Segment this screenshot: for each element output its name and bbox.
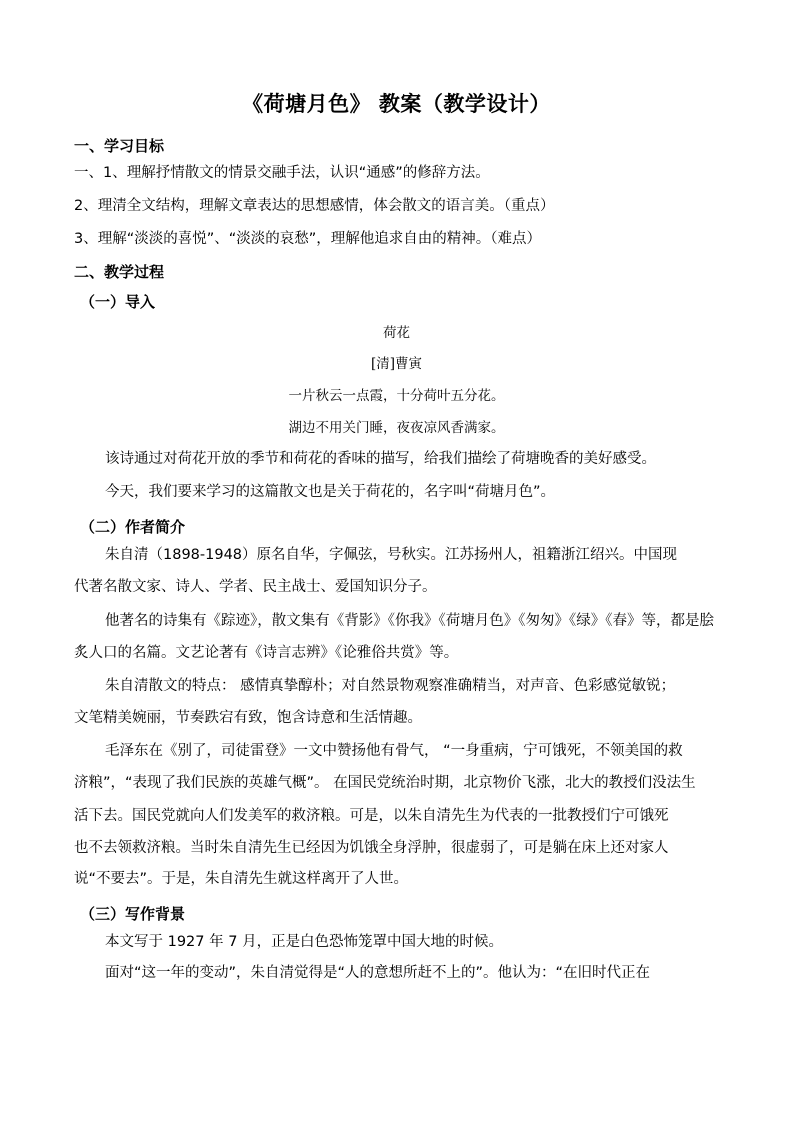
poem-title: 荷花 — [383, 325, 410, 341]
author-line-6: 文笔精美婉丽，节奏跌宕有致，饱含诗意和生活情趣。 — [74, 710, 422, 726]
author-line-10: 也不去领救济粮。当时朱自清先生已经因为饥饿全身浮肿，很虚弱了，可是躺在床上还对家人 — [74, 840, 669, 856]
poem-author: [清]曹寅 — [370, 356, 423, 372]
author-line-2: 代著名散文家、诗人、学者、民主战士、爱国知识分子。 — [74, 579, 437, 595]
section-heading-goals: 一、学习目标 — [74, 137, 165, 155]
subsection-heading-intro: （一）导入 — [80, 293, 156, 311]
intro-paragraph-2: 今天，我们要来学习的这篇散文也是关于荷花的，名字叫“荷塘月色”。 — [105, 484, 556, 500]
poem-line-1: 一片秋云一点霞，十分荷叶五分花。 — [288, 388, 505, 404]
author-line-4: 炙人口的名篇。文艺论著有《诗言志辨》《论雅俗共赏》等。 — [74, 645, 459, 661]
document-title: 《荷塘月色》 教案（教学设计） — [242, 92, 551, 116]
goal-2: 2、理清全文结构，理解文章表达的思想感情，体会散文的语言美。（重点） — [74, 198, 555, 214]
subsection-heading-author: （二）作者简介 — [80, 518, 186, 536]
author-line-3: 他著名的诗集有《踪迹》，散文集有《背影》《你我》《荷塘月色》《匆匆》《绿》《春》等，都是脍 — [105, 613, 714, 629]
author-line-1: 朱自清（1898-1948）原名自华，字佩弦，号秋实。江苏扬州人，祖籍浙江绍兴。中国现 — [105, 547, 678, 563]
goal-3: 3、理解“淡淡的喜悦”、“淡淡的哀愁”，理解他追求自由的精神。（难点） — [74, 231, 542, 247]
poem-line-2: 湖边不用关门睡，夜夜凉风香满家。 — [288, 420, 505, 436]
subsection-heading-background: （三）写作背景 — [80, 905, 186, 923]
background-line-2: 面对“这一年的变动”，朱自清觉得是“人的意想所赶不上的”。他认为：“在旧时代正在 — [105, 965, 651, 981]
author-line-11: 说“不要去”。于是，朱自清先生就这样离开了人世。 — [74, 871, 409, 887]
goal-1: 一、1、理解抒情散文的情景交融手法，认识“通感”的修辞方法。 — [74, 165, 490, 181]
author-line-8: 济粮”，“表现了我们民族的英雄气概”。 在国民党统治时期，北京物价飞涨，北大的教授们没法生 — [74, 775, 696, 791]
author-line-7: 毛泽东在《别了，司徒雷登》一文中赞扬他有骨气， “一身重病，宁可饿死，不领美国的救 — [105, 743, 683, 759]
intro-paragraph-1: 该诗通过对荷花开放的季节和荷花的香味的描写，给我们描绘了荷塘晚香的美好感受。 — [105, 451, 656, 467]
author-line-5: 朱自清散文的特点： 感情真挚醇朴；对自然景物观察准确精当，对声音、色彩感觉敏锐； — [105, 678, 676, 694]
author-line-9: 活下去。国民党就向人们发美军的救济粮。可是，以朱自清先生为代表的一批教授们宁可饿死 — [74, 808, 669, 824]
background-line-1: 本文写于 1927 年 7 月，正是白色恐怖笼罩中国大地的时候。 — [105, 934, 504, 950]
section-heading-process: 二、教学过程 — [74, 263, 165, 281]
